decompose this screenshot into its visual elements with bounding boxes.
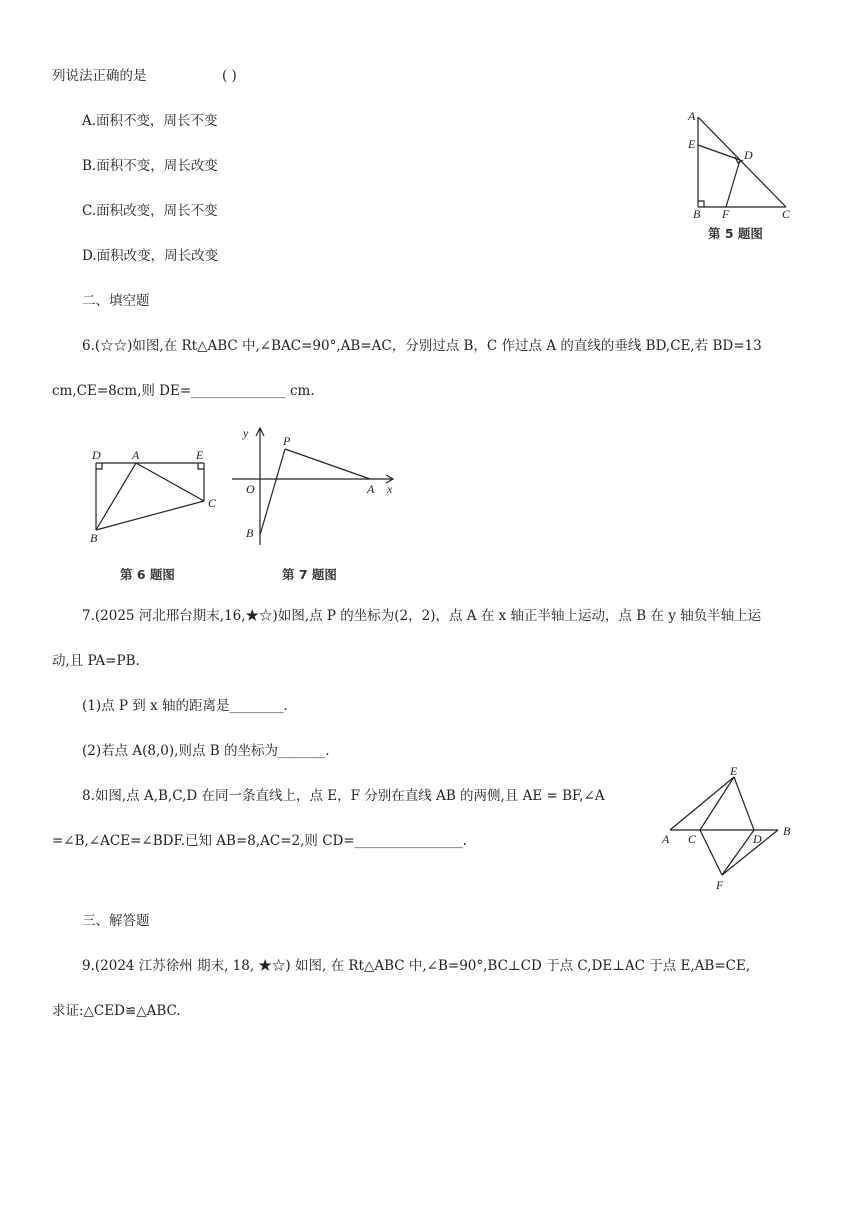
q5-option-c: C.面积改变，周长不变 — [82, 203, 218, 219]
q5-label-b: B — [693, 207, 701, 220]
q8-label-e: E — [730, 765, 738, 778]
q9-line-1: 9.(2024 江苏徐州 期末, 18, ★☆) 如图, 在 Rt△ABC 中,∠B=90°,BC⊥CD 于点 C,DE⊥AC 于点 E,AB=CE, — [82, 958, 751, 974]
q8-label-b: B — [783, 824, 791, 838]
q5-option-a: A.面积不变，周长不变 — [82, 113, 218, 129]
q7-label-p: P — [283, 434, 291, 448]
q8-segment-cf — [700, 830, 722, 875]
section-3-title: 三、解答题 — [82, 913, 150, 929]
q8-label-f: F — [716, 878, 724, 892]
q6-segment-ab — [96, 463, 136, 530]
q7-figure-caption: 第 7 题图 — [282, 567, 337, 582]
q7-label-o: O — [246, 482, 255, 496]
q5-label-e: E — [688, 137, 696, 151]
q8-segment-ae — [670, 777, 734, 830]
q8-label-a: A — [662, 832, 670, 846]
q5-answer-paren: ( ) — [222, 68, 237, 84]
q5-label-c: C — [782, 207, 791, 220]
q5-label-d: D — [744, 148, 753, 162]
q8-segment-ed — [734, 777, 754, 830]
q5-segment-ac — [698, 117, 786, 207]
q6-segment-bc — [96, 501, 204, 530]
q7-line-1: 7.(2025 河北邢台期末,16,★☆)如图,点 P 的坐标为(2，2)，点 A 在 x 轴正半轴上运动，点 B 在 y 轴负半轴上运 — [82, 608, 762, 624]
q6-line-2: cm,CE=8cm,则 DE=______________ cm. — [52, 383, 315, 399]
section-2-title: 二、填空题 — [82, 293, 150, 309]
q7-label-x: x — [387, 482, 393, 496]
q5-segment-df — [726, 160, 740, 207]
q6-label-a: A — [132, 448, 140, 462]
q7-segment-pa — [285, 449, 370, 479]
q7-line-2: 动,且 PA=PB. — [52, 653, 140, 669]
q8-figure — [660, 765, 800, 895]
q8-segment-bf — [722, 830, 778, 875]
q7-part-1: (1)点 P 到 x 轴的距离是________. — [82, 698, 288, 714]
q7-figure — [232, 425, 402, 550]
q8-line-1: 8.如图,点 A,B,C,D 在同一条直线上，点 E，F 分别在直线 AB 的两侧,且 AE = BF,∠A — [82, 788, 605, 804]
q8-label-d: D — [753, 832, 762, 846]
q6-label-d: D — [92, 448, 101, 462]
q6-figure-caption: 第 6 题图 — [120, 567, 175, 582]
q5-segment-ed — [698, 145, 740, 160]
q6-right-angle-e — [198, 463, 204, 469]
q5-figure-caption: 第 5 题图 — [708, 226, 763, 241]
q9-line-2: 求证:△CED≌△ABC. — [52, 1003, 181, 1019]
q5-label-a: A — [688, 109, 696, 123]
q6-label-c: C — [208, 496, 217, 510]
q6-figure — [86, 445, 221, 550]
q7-segment-pb — [260, 449, 285, 535]
q7-label-a: A — [367, 482, 375, 496]
q5-option-b: B.面积不变，周长改变 — [82, 158, 218, 174]
q7-label-b: B — [246, 526, 254, 540]
q5-figure — [680, 105, 800, 220]
q6-right-angle-d — [96, 463, 102, 469]
q7-label-y: y — [243, 426, 249, 440]
q8-label-c: C — [688, 832, 697, 846]
q5-stem-tail: 列说法正确的是 — [52, 68, 147, 84]
q6-line-1: 6.(☆☆)如图,在 Rt△ABC 中,∠BAC=90°,AB=AC，分别过点 B，C 作过点 A 的直线的垂线 BD,CE,若 BD=13 — [82, 338, 762, 354]
q5-option-d: D.面积改变，周长改变 — [82, 248, 219, 264]
q6-label-b: B — [90, 531, 98, 545]
q5-label-f: F — [722, 207, 730, 220]
q6-label-e: E — [196, 448, 204, 462]
q6-segment-ac — [136, 463, 204, 501]
q8-segment-ce — [700, 777, 734, 830]
q8-line-2: =∠B,∠ACE=∠BDF.已知 AB=8,AC=2,则 CD=________________. — [52, 833, 467, 849]
q7-part-2: (2)若点 A(8,0),则点 B 的坐标为_______. — [82, 743, 330, 759]
